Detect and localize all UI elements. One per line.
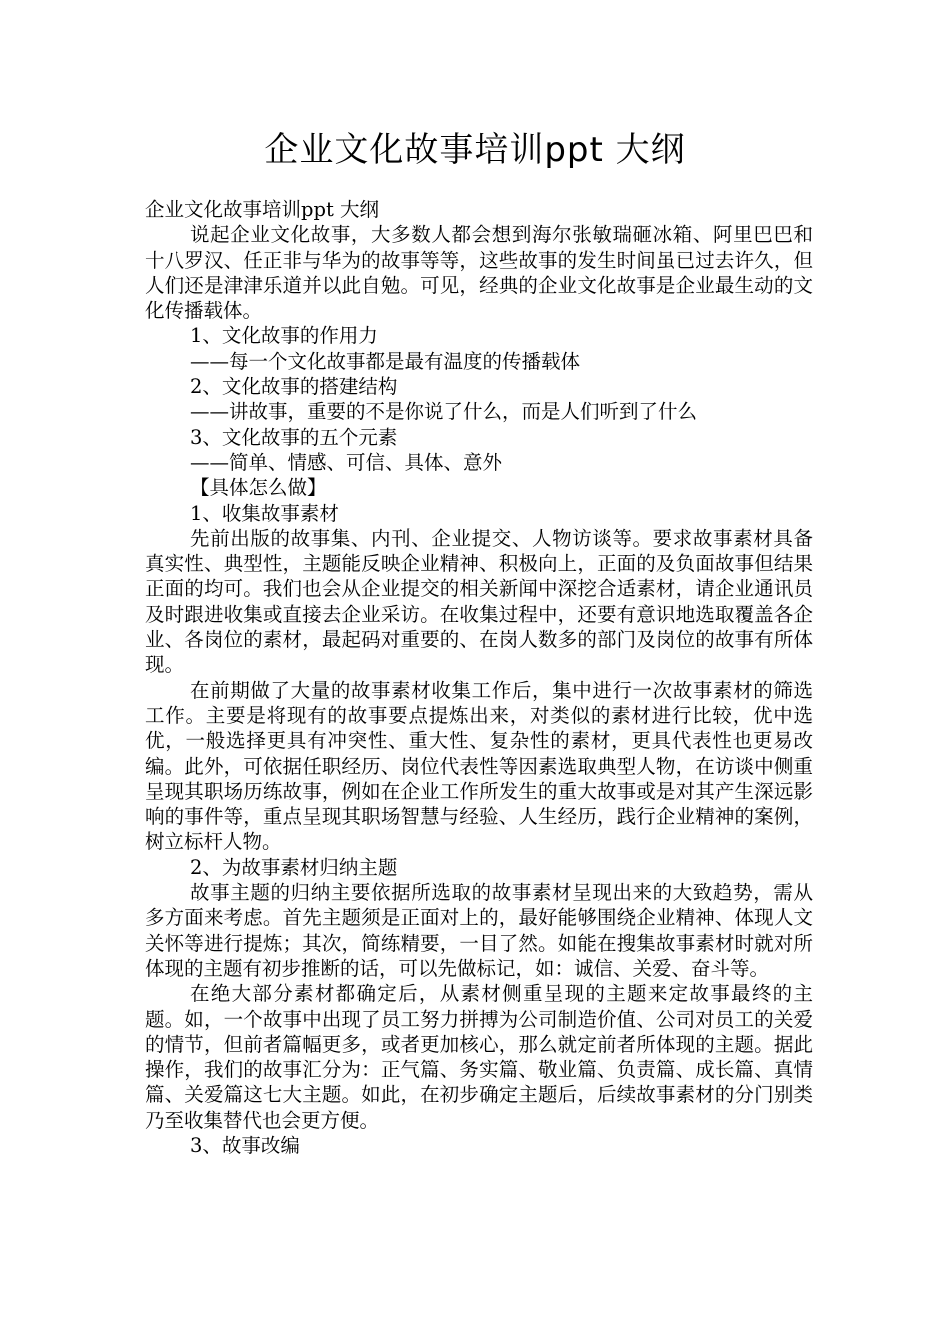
section-note: ——简单、情感、可信、具体、意外 — [190, 450, 503, 474]
bracket-heading: 【具体怎么做】 — [190, 476, 327, 500]
section-note: ——每一个文化故事都是最有温度的传播载体 — [190, 349, 581, 373]
section-heading: 3、文化故事的五个元素 — [190, 425, 398, 449]
paragraph-subtitle: 企业文化故事培训ppt 大纲 — [145, 198, 380, 221]
paragraph-intro: 说起企业文化故事，大多数人都会想到海尔张敏瑞砸冰箱、阿里巴巴和十八罗汉、任正非与华为的故事等等，这些故事的发生时间虽已过去许久，但人们还是津津乐道并以此自勉。可见，经典的企业文化故事是企业最生动的文化传播载体。 — [145, 223, 813, 323]
document-title: 企业文化故事培训ppt 大纲 — [264, 130, 686, 170]
paragraph: 在前期做了大量的故事素材收集工作后，集中进行一次故事素材的筛选工作。主要是将现有的故事要点提炼出来，对类似的素材进行比较，优中选优，一般选择更具有冲突性、重大性、复杂性的素材，更具代表性也更易改编。此外，可依据任职经历、岗位代表性等因素选取典型人物，在访谈中侧重呈现其职场历练故事，例如在企业工作所发生的重大故事或是对其产生深远影响的事件等，重点呈现其职场智慧与经验、人生经历，践行企业精神的案例，树立标杆人物。 — [145, 678, 813, 854]
section-heading: 1、文化故事的作用力 — [190, 324, 378, 348]
step-heading: 3、故事改编 — [190, 1133, 300, 1157]
paragraph: 故事主题的归纳主要依据所选取的故事素材呈现出来的大致趋势，需从多方面来考虑。首先主题须是正面对上的，最好能够围绕企业精神、体现人文关怀等进行提炼；其次，简练精要，一目了然。如能在搜集故事素材时就对所体现的主题有初步推断的话，可以先做标记，如：诚信、关爱、奋斗等。 — [145, 881, 813, 980]
step-heading: 1、收集故事素材 — [190, 501, 339, 525]
section-heading: 2、文化故事的搭建结构 — [190, 375, 398, 399]
document-body — [145, 197, 813, 1158]
paragraph: 在绝大部分素材都确定后，从素材侧重呈现的主题来定故事最终的主题。如，一个故事中出现了员工努力拼搏为公司制造价值、公司对员工的关爱的情节，但前者篇幅更多，或者更加核心，那么就定前者所体现的主题。据此操作，我们的故事汇分为：正气篇、务实篇、敬业篇、负责篇、成长篇、真情篇、关爱篇这七大主题。如此，在初步确定主题后，后续故事素材的分门别类乃至收集替代也会更方便。 — [145, 982, 813, 1132]
step-heading: 2、为故事素材归纳主题 — [190, 855, 398, 879]
paragraph: 先前出版的故事集、内刊、企业提交、人物访谈等。要求故事素材具备真实性、典型性，主题能反映企业精神、积极向上，正面的及负面故事但结果正面的均可。我们也会从企业提交的相关新闻中深挖合适素材，请企业通讯员及时跟进收集或直接去企业采访。在收集过程中，还要有意识地选取覆盖各企业、各岗位的素材，最起码对重要的、在岗人数多的部门及岗位的故事有所体现。 — [145, 526, 813, 677]
section-note: ——讲故事，重要的不是你说了什么，而是人们听到了什么 — [190, 400, 698, 424]
